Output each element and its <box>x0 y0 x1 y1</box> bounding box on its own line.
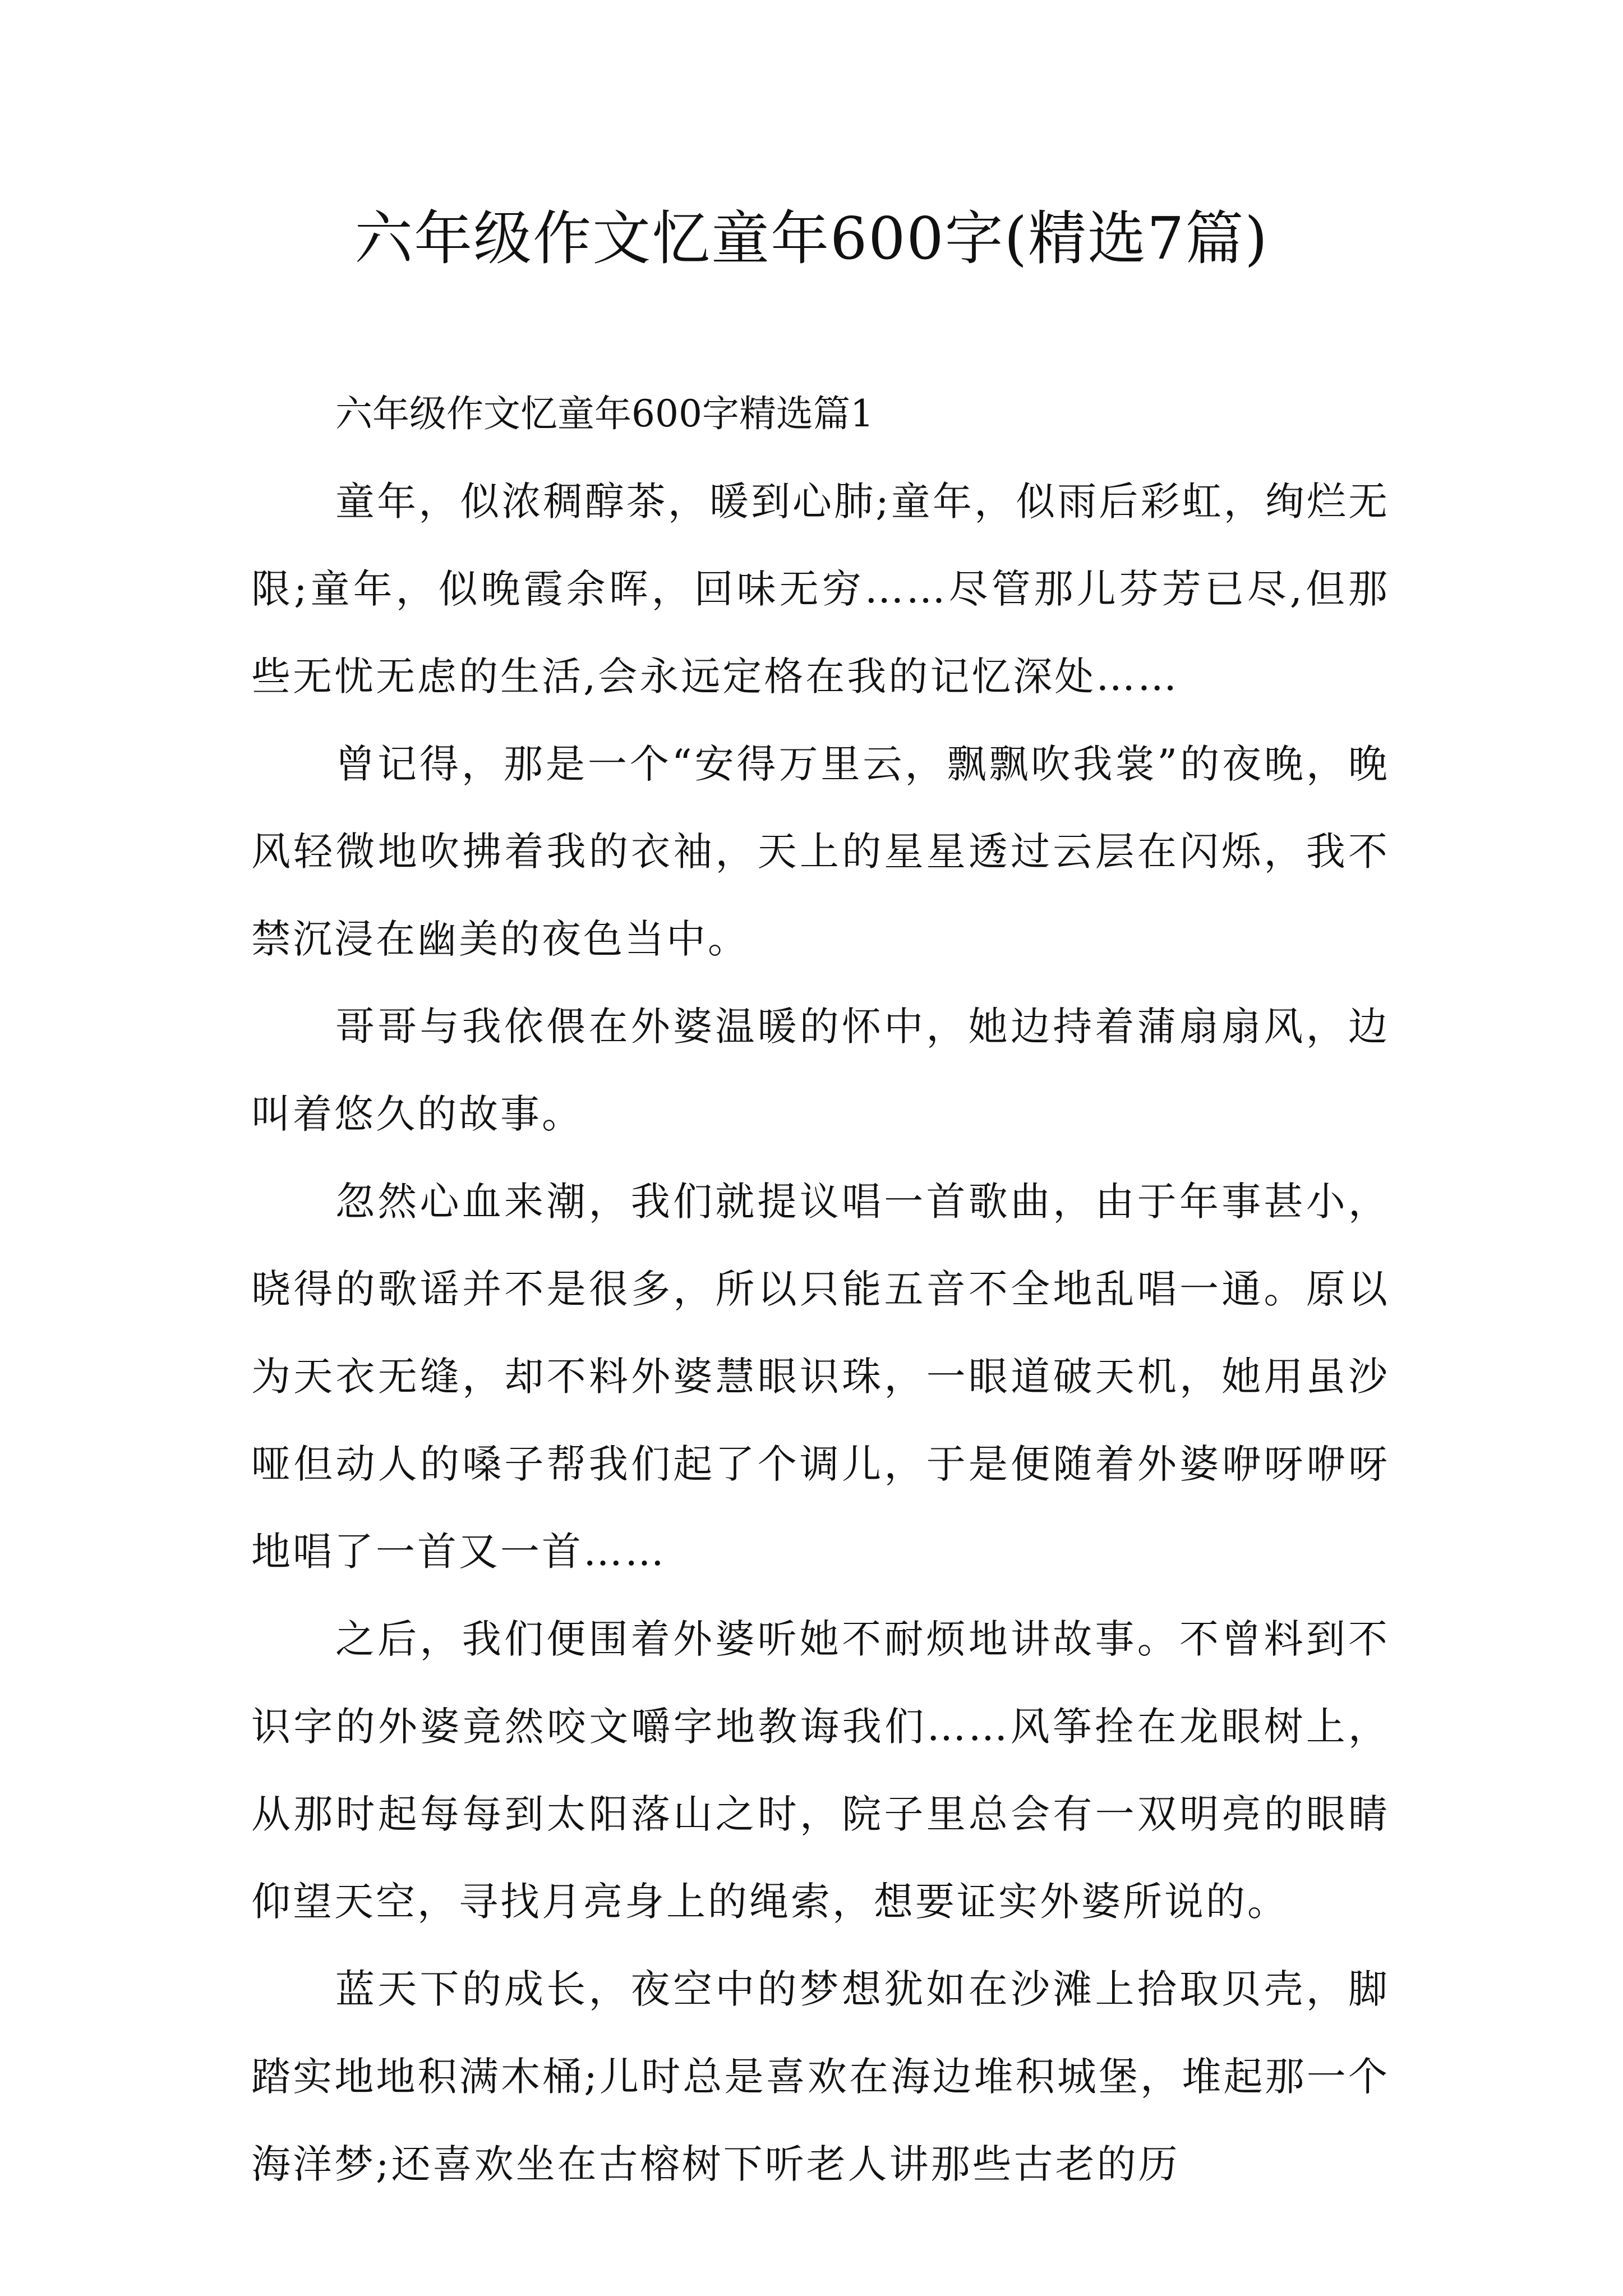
paragraph: 童年，似浓稠醇茶，暖到心肺;童年，似雨后彩虹，绚烂无限;童年，似晚霞余晖，回味无穷……尽管那儿芬芳已尽,但那些无忧无虑的生活,会永远定格在我的记忆深处…… <box>251 478 1390 700</box>
paragraph: 蓝天下的成长，夜空中的梦想犹如在沙滩上拾取贝壳，脚踏实地地积满木桶;儿时总是喜欢在海边堆积城堡，堆起那一个海洋梦;还喜欢坐在古榕树下听老人讲那些古老的历 <box>251 1966 1390 2187</box>
paragraph: 之后，我们便围着外婆听她不耐烦地讲故事。不曾料到不识字的外婆竟然咬文嚼字地教诲我们……风筝拴在龙眼树上，从那时起每每到太阳落山之时，院子里总会有一双明亮的眼睛仰望天空，寻找月亮身上的绳索，想要证实外婆所说的。 <box>251 1616 1390 1925</box>
section-heading: 六年级作文忆童年600字精选篇1 <box>335 392 874 435</box>
paragraph: 曾记得，那是一个“安得万里云，飘飘吹我裳”的夜晚，晚风轻微地吹拂着我的衣袖，天上的星星透过云层在闪烁，我不禁沉浸在幽美的夜色当中。 <box>251 741 1390 962</box>
document-title: 六年级作文忆童年600字(精选7篇) <box>354 204 1269 273</box>
paragraph: 忽然心血来潮，我们就提议唱一首歌曲，由于年事甚小，晓得的歌谣并不是很多，所以只能五音不全地乱唱一通。原以为天衣无缝，却不料外婆慧眼识珠，一眼道破天机，她用虽沙哑但动人的嗓子帮我们起了个调儿，于是便随着外婆咿呀咿呀地唱了一首又一首…… <box>251 1179 1390 1575</box>
paragraph: 哥哥与我依偎在外婆温暖的怀中，她边持着蒲扇扇风，边叫着悠久的故事。 <box>251 1004 1390 1137</box>
document-body <box>251 370 1390 2208</box>
